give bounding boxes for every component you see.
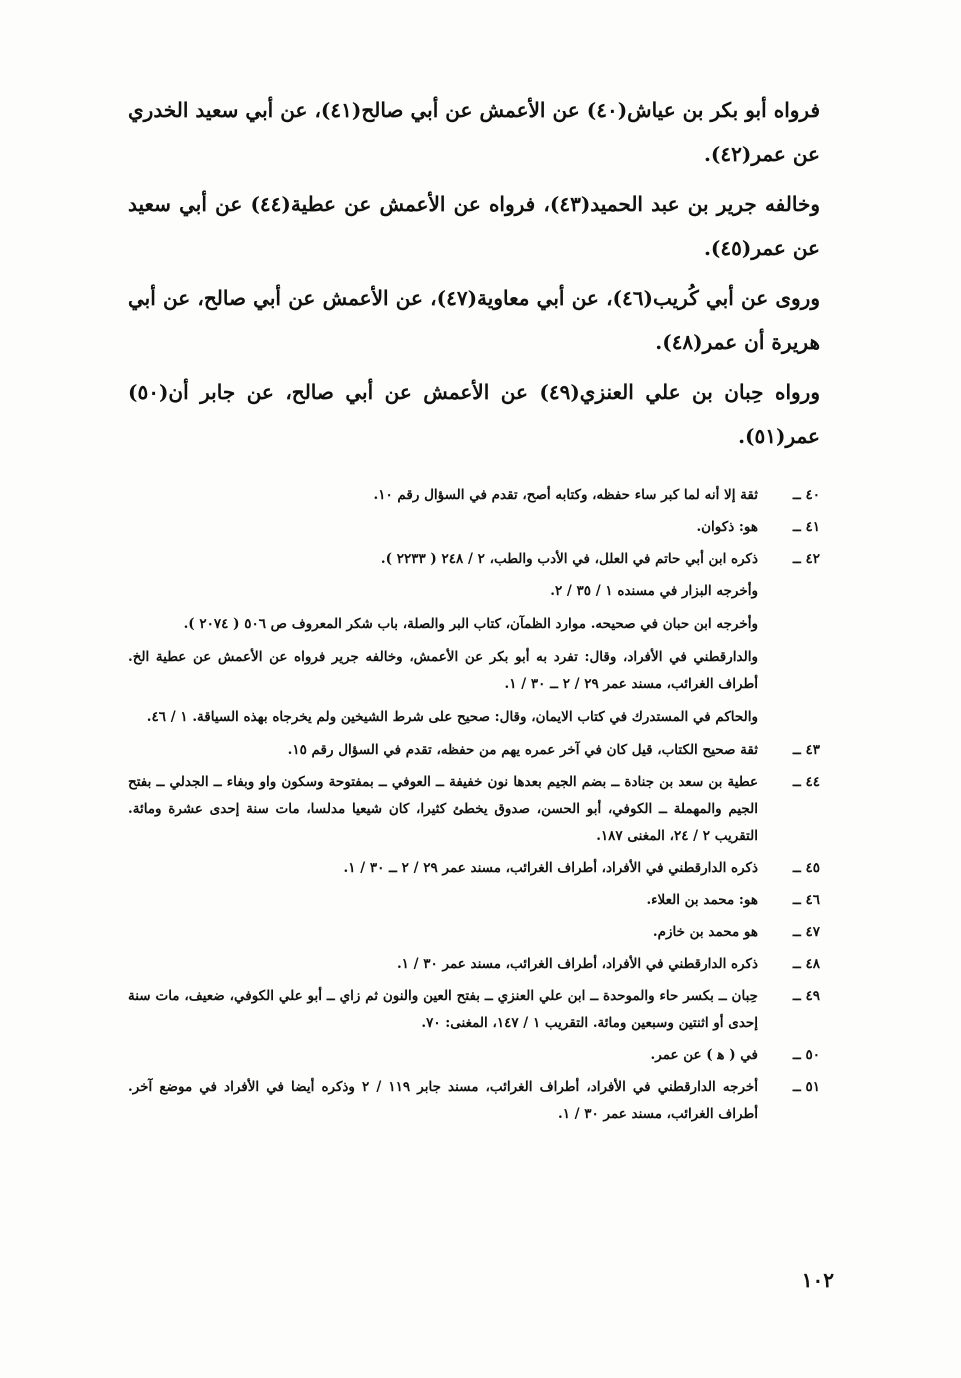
page-number: ١٠٢ — [801, 1268, 834, 1292]
footnote-text: هو: محمد بن العلاء. — [646, 892, 758, 908]
footnotes — [128, 482, 820, 1133]
footnote — [128, 737, 820, 764]
footnote-number: ٤٤ ــ — [792, 774, 820, 790]
footnote-number: ٤٠ ــ — [792, 487, 820, 503]
footnote-number: ٤٩ ــ — [792, 988, 820, 1004]
footnote-number: ٤١ ــ — [792, 519, 820, 535]
footnote — [128, 769, 820, 850]
paragraph: فرواه أبو بكر بن عياش(٤٠) عن الأعمش عن أبي صالح(٤١)، عن أبي سعيد الخدري عن عمر(٤٢). — [128, 98, 821, 166]
footnote — [128, 1074, 820, 1128]
footnote-number: ٤٦ ــ — [792, 892, 820, 908]
footnote — [128, 919, 820, 946]
footnote — [128, 983, 820, 1037]
footnote-text: هو محمد بن خازم. — [652, 924, 758, 940]
paragraph: وخالفه جرير بن عبد الحميد(٤٣)، فرواه عن الأعمش عن عطية(٤٤) عن أبي سعيد عن عمر(٤٥). — [128, 192, 821, 260]
paragraph: وروى عن أبي كُريب(٤٦)، عن أبي معاوية(٤٧)، عن الأعمش عن أبي صالح، عن أبي هريرة أن عمر(٤٨). — [128, 286, 820, 354]
footnote — [128, 1042, 820, 1069]
footnote-continuation: وأخرجه ابن حبان في صحيحه. موارد الظمآن، كتاب البر والصلة، باب شكر المعروف ص ٥٠٦ ( ٢٠٧٤ ). — [183, 616, 758, 632]
footnote — [128, 951, 820, 978]
footnote — [128, 855, 820, 882]
footnote-number: ٤٣ ــ — [792, 742, 820, 758]
footnote — [128, 546, 820, 573]
paragraph: ورواه حِبان بن علي العنزي(٤٩) عن الأعمش عن أبي صالح، عن جابر أن(٥٠) عمر(٥١). — [128, 380, 820, 448]
main-text — [128, 88, 820, 464]
footnote-number: ٤٨ ــ — [792, 956, 820, 972]
footnote — [128, 482, 820, 509]
footnote-number: ٤٥ ــ — [792, 860, 820, 876]
footnote-text: عطية بن سعد بن جنادة ــ بضم الجيم بعدها نون خفيفة ــ العوفي ــ بمفتوحة وسكون واو وبفاء ــ الجدلي ــ بفتح الجيم والمهملة ــ الكوفي، أبو الحسن، صدوق يخطئ كثيرا، كان شيعيا مدلسا، مات سنة إحدى عشرة ومائة. التقريب ٢ / ٢٤، المغنى ١٨٧. — [128, 774, 758, 844]
footnote-text: ذكره الدارقطني في الأفراد، أطراف الغرائب، مسند عمر ٢٩ / ٢ ــ ٣٠ / ١. — [343, 860, 758, 876]
footnote-text: ذكره الدارقطني في الأفراد، أطراف الغرائب، مسند عمر ٣٠ / ١. — [396, 956, 758, 972]
footnote-number: ٤٢ ــ — [792, 551, 820, 567]
footnote-text: في ( ﻫ ) عن عمر. — [650, 1047, 758, 1063]
footnote-text: ذكره ابن أبي حاتم في العلل، في الأدب والطب، ٢ / ٢٤٨ ( ٢٢٣٣ ). — [380, 551, 758, 567]
footnote-number: ٥٠ ــ — [792, 1047, 820, 1063]
footnote-number: ٥١ ــ — [792, 1079, 820, 1095]
footnote-text: ثقة إلا أنه لما كبر ساء حفظه، وكتابه أصح، تقدم في السؤال رقم ١٠. — [373, 487, 758, 503]
footnote-continuation: والدارقطني في الأفراد، وقال: تفرد به أبو بكر عن الأعمش، وخالفه جرير فرواه عن الأعمش عن عطية الخ. أطراف الغرائب، مسند عمر ٢٩ / ٢ ــ ٣٠ / ١. — [128, 649, 758, 692]
footnote-continuation: وأخرجه البزار في مسنده ١ / ٣٥ / ٢. — [550, 583, 758, 599]
footnote — [128, 514, 820, 541]
footnote-number: ٤٧ ــ — [792, 924, 820, 940]
footnote — [128, 887, 820, 914]
footnote-text: حِبان ــ بكسر حاء والموحدة ــ ابن علي العنزي ــ بفتح العين والنون ثم زاي ــ أبو علي الكوفي، ضعيف، مات سنة إحدى أو اثنتين وسبعين ومائة. التقريب ١ / ١٤٧، المغنى: ٧٠. — [128, 988, 758, 1031]
footnote-text: ثقة صحيح الكتاب، قيل كان في آخر عمره يهم من حفظه، تقدم في السؤال رقم ١٥. — [287, 742, 758, 758]
footnote-text: هو: ذكوان. — [696, 519, 758, 535]
footnote-continuation: والحاكم في المستدرك في كتاب الايمان، وقال: صحيح على شرط الشيخين ولم يخرجاه بهذه السياقة. ١ / ٤٦. — [146, 709, 758, 725]
footnote-text: أخرجه الدارقطني في الأفراد، أطراف الغرائب، مسند جابر ١١٩ / ٢ وذكره أيضا في الأفراد في موضع آخر. أطراف الغرائب، مسند عمر ٣٠ / ١. — [128, 1079, 758, 1122]
